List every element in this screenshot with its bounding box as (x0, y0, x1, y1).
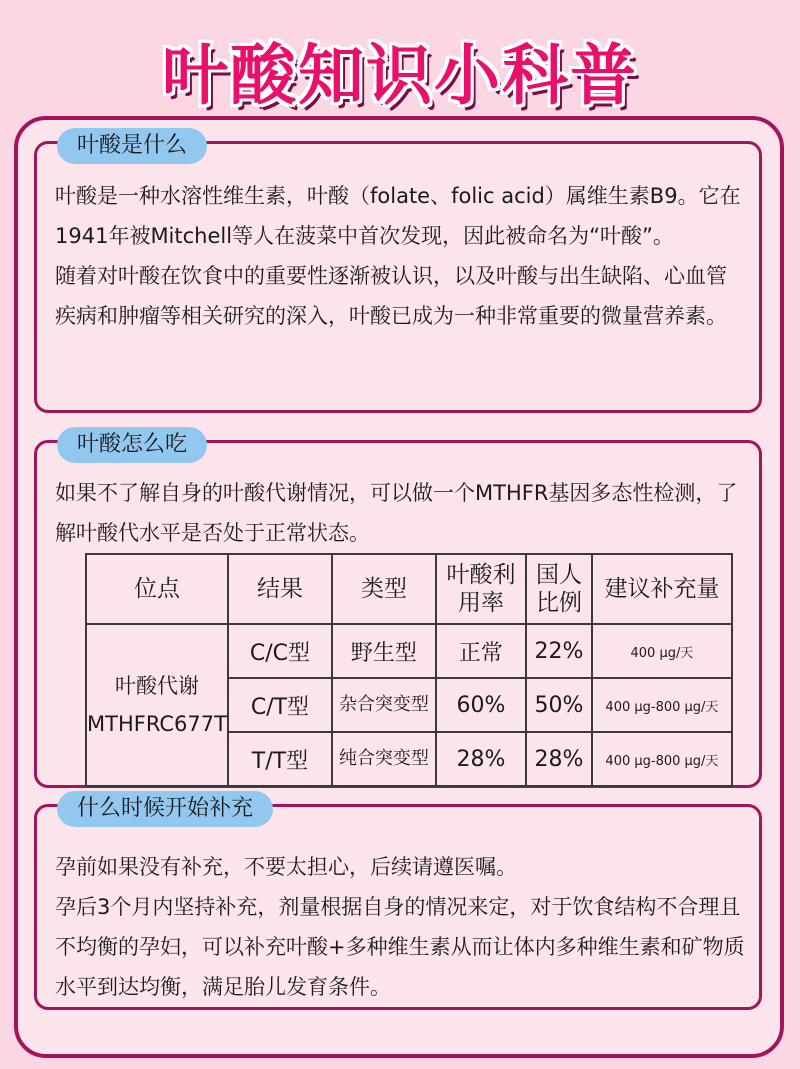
rate-cell: 28% (436, 732, 526, 786)
section-when-to-start (34, 796, 762, 1010)
site-cell: 叶酸代谢MTHFRC677T (86, 624, 228, 786)
result-cell: C/C型 (228, 624, 332, 678)
type-cell: 野生型 (332, 624, 436, 678)
page-title: 叶酸知识小科普 (162, 37, 638, 114)
header-dose: 建议补充量 (592, 554, 732, 624)
type-cell: 杂合突变型 (332, 678, 436, 732)
header-rate: 叶酸利用率 (436, 554, 526, 624)
section-tab-how: 叶酸怎么吃 (57, 427, 207, 463)
paragraph: 孕后3个月内坚持补充，剂量根据自身的情况来定，对于饮食结构不合理且不均衡的孕妇，可以补充叶酸+多种维生素从而让体内多种维生素和矿物质水平到达均衡，满足胎儿发育条件。 (55, 895, 745, 999)
section-what-is-folate (34, 133, 762, 413)
section-tab-when: 什么时候开始补充 (57, 791, 273, 827)
ratio-cell: 50% (526, 678, 592, 732)
ratio-cell: 22% (526, 624, 592, 678)
header-type: 类型 (332, 554, 436, 624)
table-header-row (86, 554, 732, 624)
rate-cell: 正常 (436, 624, 526, 678)
result-cell: C/T型 (228, 678, 332, 732)
section-body-what (55, 176, 745, 336)
header-site: 位点 (86, 554, 228, 624)
section-tab-what: 叶酸是什么 (57, 128, 207, 164)
header-ratio: 国人比例 (526, 554, 592, 624)
header-result: 结果 (228, 554, 332, 624)
dose-cell: 400 μg-800 μg/天 (592, 732, 732, 786)
dose-cell: 400 μg/天 (592, 624, 732, 678)
section-how-to-take (34, 432, 762, 788)
dose-cell: 400 μg-800 μg/天 (592, 678, 732, 732)
ratio-cell: 28% (526, 732, 592, 786)
paragraph: 如果不了解自身的叶酸代谢情况，可以做一个MTHFR基因多态性检测，了解叶酸代水平是否处于正常状态。 (55, 481, 738, 545)
mthfr-table (85, 553, 733, 787)
table-row (86, 624, 732, 678)
section-body-how (55, 473, 745, 553)
result-cell: T/T型 (228, 732, 332, 786)
paragraph: 叶酸是一种水溶性维生素，叶酸（folate、folic acid）属维生素B9。它在1941年被Mitchell等人在菠菜中首次发现，因此被命名为“叶酸”。 (55, 184, 741, 248)
rate-cell: 60% (436, 678, 526, 732)
section-body-when (55, 847, 745, 1007)
type-cell: 纯合突变型 (332, 732, 436, 786)
paragraph: 随着对叶酸在饮食中的重要性逐渐被认识，以及叶酸与出生缺陷、心血管疾病和肿瘤等相关研究的深入，叶酸已成为一种非常重要的微量营养素。 (55, 264, 727, 328)
paragraph: 孕前如果没有补充，不要太担心，后续请遵医嘱。 (55, 855, 517, 879)
